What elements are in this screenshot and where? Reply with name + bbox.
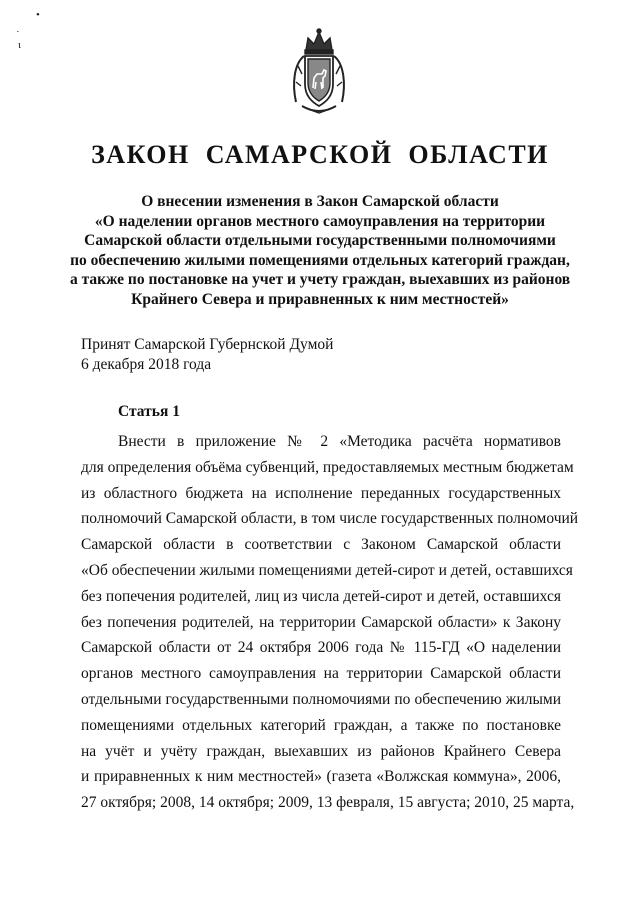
scan-mark-tick: ˙: [16, 29, 20, 41]
body-line: помещениями отдельных категорий граждан, а также по постановке: [81, 716, 561, 734]
body-line: на учёт и учёту граждан, выехавших из районов Крайнего Севера: [81, 742, 561, 760]
subtitle-line: а также по постановке на учет и учету граждан, выехавших из районов: [70, 271, 571, 289]
adopted-by: Принят Самарской Губернской Думой: [81, 336, 334, 353]
subtitle-line: О внесении изменения в Закон Самарской области: [141, 193, 499, 210]
body-line: отдельными государственными полномочиями по обеспечению жилыми: [81, 690, 561, 708]
subtitle-line: Самарской области отдельными государственными полномочиями: [84, 232, 556, 250]
body-line: 27 октября; 2008, 14 октября; 2009, 13 февраля, 15 августа; 2010, 25 марта,: [81, 794, 575, 812]
coat-of-arms-icon: [286, 26, 352, 116]
subtitle-line: «О наделении органов местного самоуправления на территории: [94, 212, 546, 230]
body-line: без попечения родителей, на территории Самарской области» к Закону: [81, 613, 561, 631]
subtitle-line: Крайнего Севера и приравненных к ним местностей»: [131, 290, 509, 308]
body-line: Самарской области от 24 октября 2006 года № 115-ГД «О наделении: [81, 639, 561, 657]
body-line: для определения объёма субвенций, предоставляемых местным бюджетам: [81, 458, 574, 476]
article-body: [81, 429, 579, 816]
body-line: органов местного самоуправления на территории Самарской области: [81, 665, 561, 683]
article-heading: Статья 1: [118, 403, 180, 420]
adoption-block: [81, 335, 333, 375]
body-line: и приравненных к ним местностей» (газета «Волжская коммуна», 2006,: [81, 768, 561, 786]
body-line: Внести в приложение № 2 «Методика расчёта нормативов: [118, 433, 561, 450]
body-line: из областного бюджета на исполнение переданных государственных: [81, 484, 561, 502]
body-line: без попечения родителей, лиц из числа детей-сирот и детей, оставшихся: [81, 587, 561, 605]
scan-mark-dot: •: [36, 9, 40, 21]
body-line: «Об обеспечении жилыми помещениями детей-сирот и детей, оставшихся: [81, 561, 573, 579]
body-line: Самарской области в соответствии с Законом Самарской области: [81, 536, 561, 554]
adoption-date: 6 декабря 2018 года: [81, 356, 212, 373]
scan-mark-line: ι: [18, 39, 21, 51]
body-line: полномочий Самарской области, в том числе государственных полномочий: [81, 510, 579, 528]
law-title: ЗАКОН САМАРСКОЙ ОБЛАСТИ: [91, 140, 549, 169]
subtitle-line: по обеспечению жилыми помещениями отдельных категорий граждан,: [70, 251, 570, 269]
law-subtitle: [70, 192, 570, 310]
